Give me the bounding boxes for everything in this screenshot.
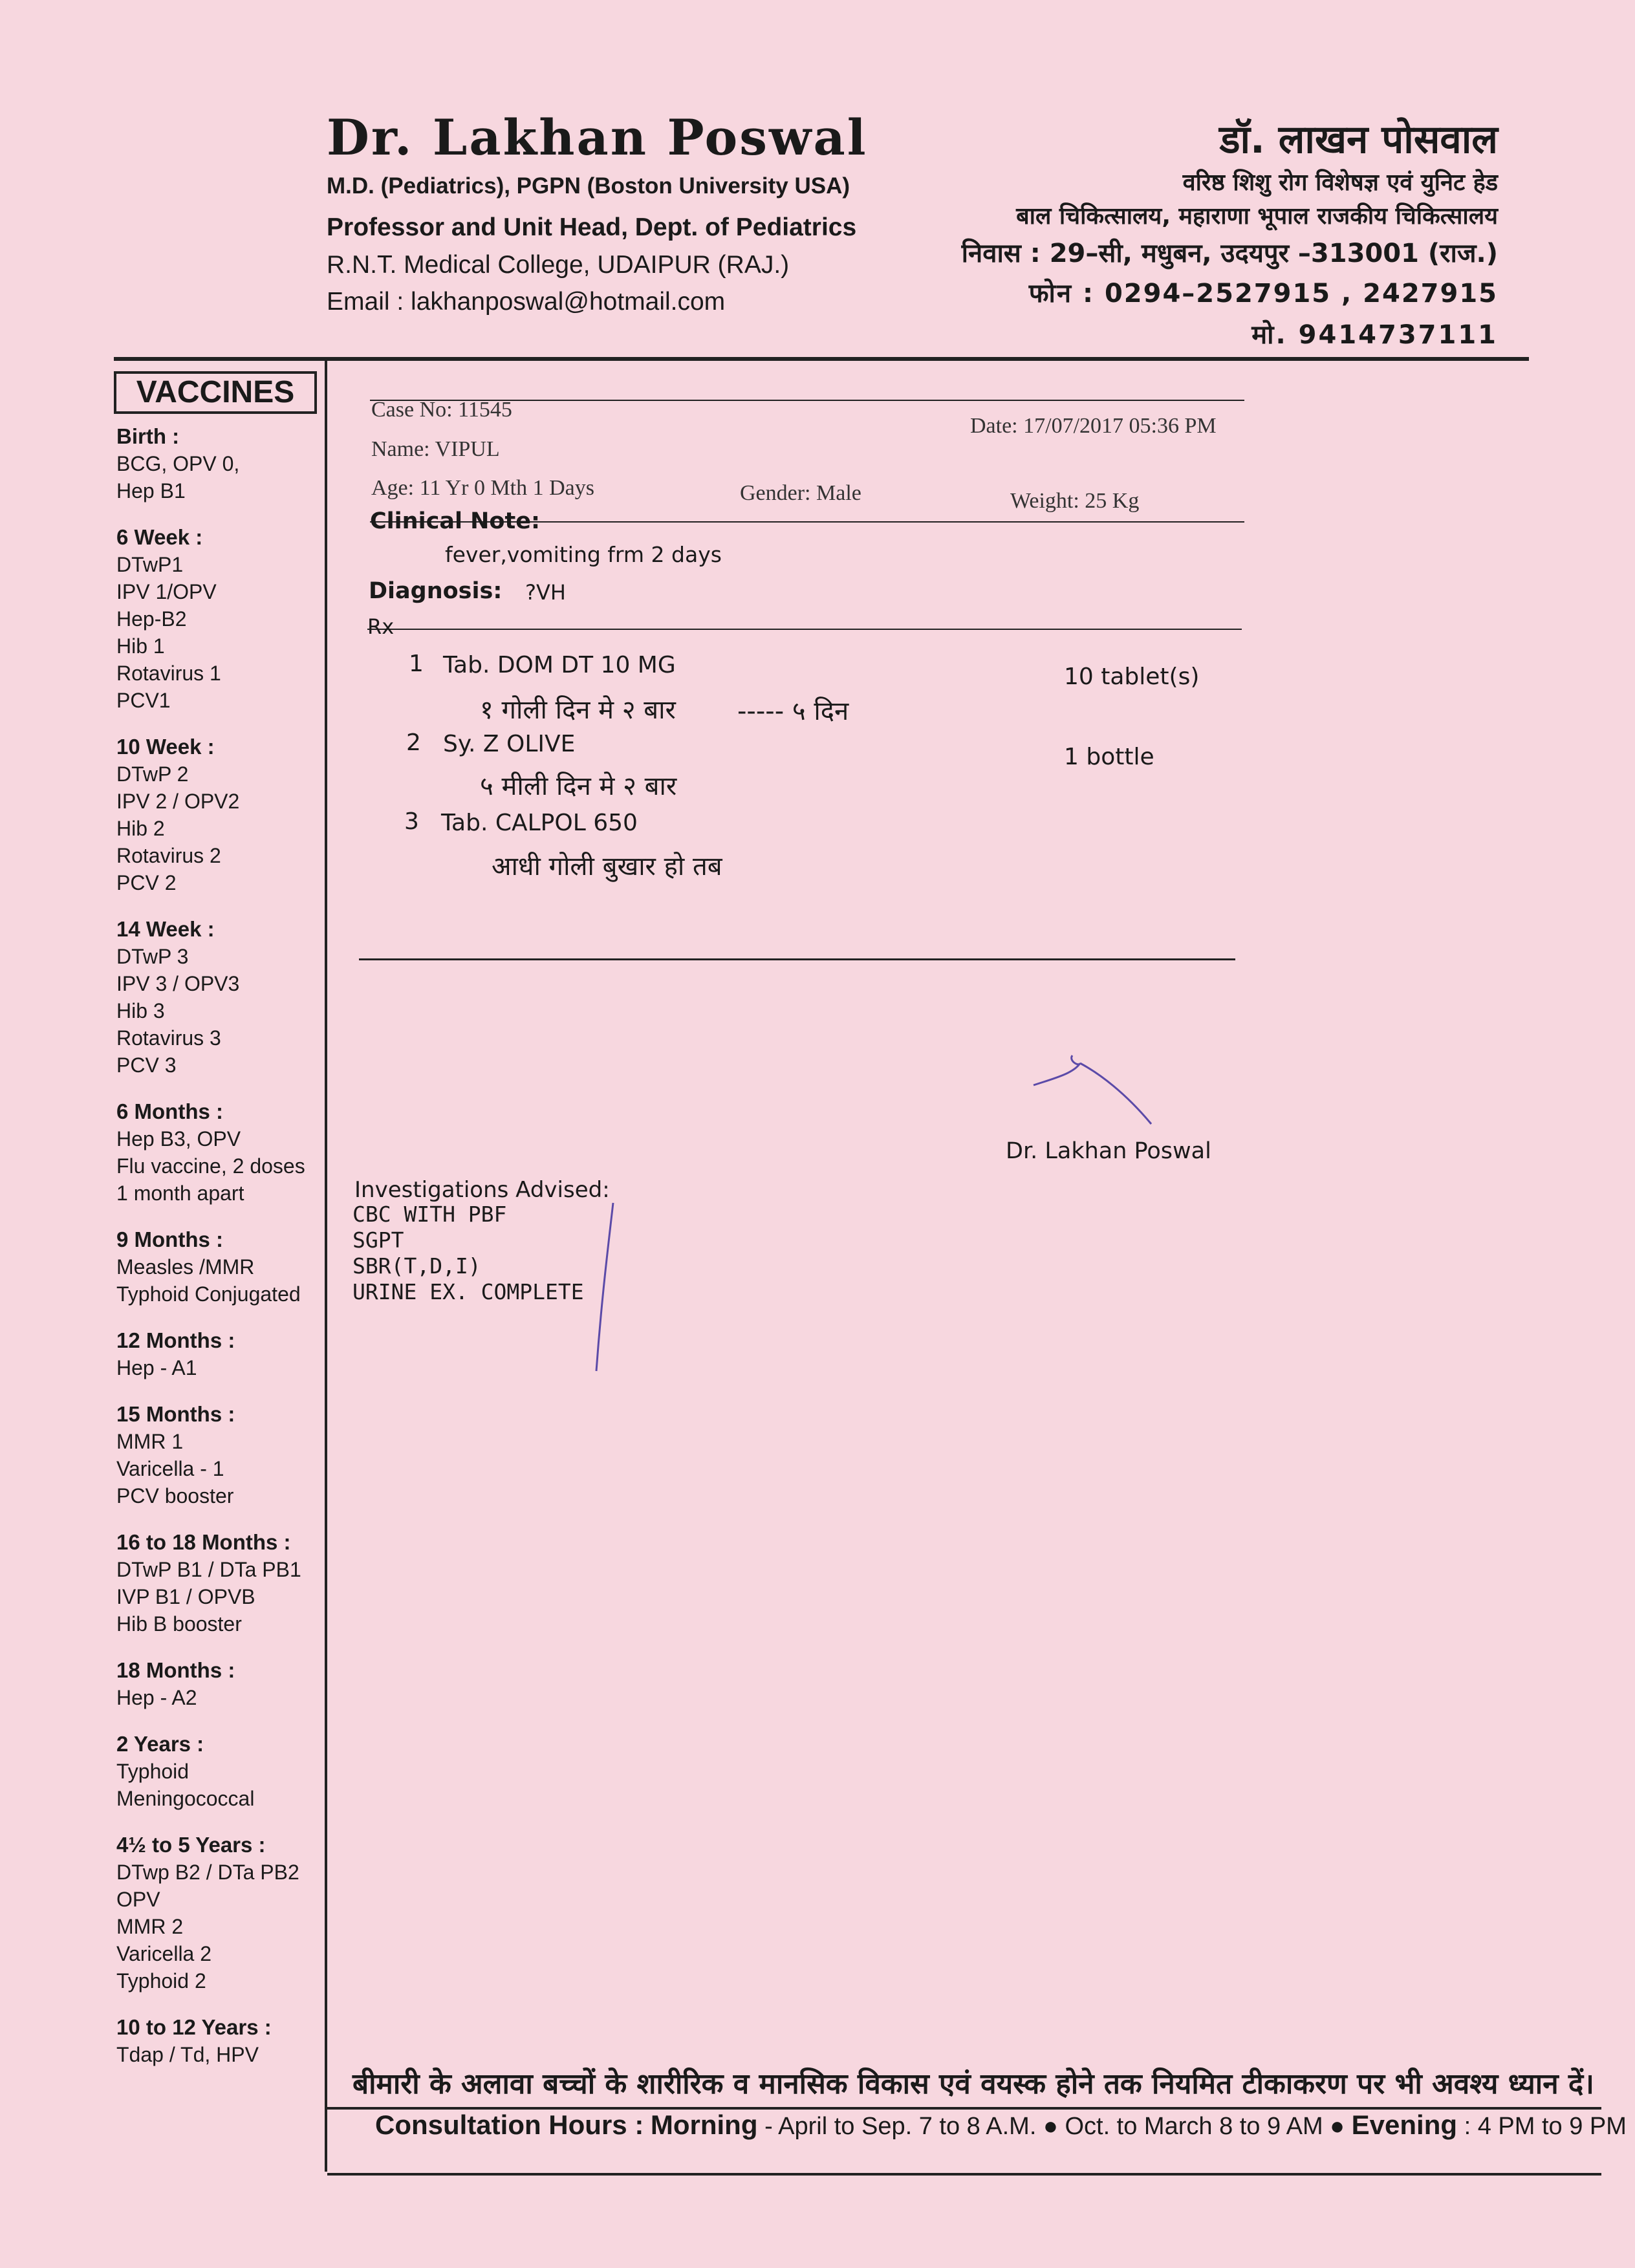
evening-label: Evening (1351, 2110, 1458, 2140)
investigation-item: SGPT (352, 1227, 404, 1253)
medicine-2-instruction: ५ मीली दिन मे २ बार (480, 772, 677, 801)
doctor-qualification: M.D. (Pediatrics), PGPN (Boston University USA) (327, 173, 850, 199)
consultation-hours (375, 2110, 1627, 2141)
vaccine-item: OPV (116, 1888, 160, 1911)
signature-mark (1022, 1048, 1171, 1132)
vaccine-group (116, 916, 323, 1079)
vaccine-item: Varicella - 1 (116, 1457, 224, 1480)
vaccine-item: Hep - A1 (116, 1356, 197, 1379)
vaccine-item: Rotavirus 3 (116, 1026, 221, 1050)
vaccine-item: MMR 2 (116, 1915, 184, 1938)
morning-hours: - April to Sep. 7 to 8 A.M. ● Oct. to March 8 to 9 AM ● (764, 2113, 1345, 2140)
vaccine-item: Hib 3 (116, 999, 165, 1022)
vaccine-group (116, 524, 323, 714)
vaccine-item: Tdap / Td, HPV (116, 2043, 259, 2066)
vaccine-group (116, 2014, 323, 2068)
vaccine-group (116, 1831, 323, 1994)
vaccine-item: Typhoid (116, 1760, 189, 1783)
vaccine-item: Typhoid Conjugated (116, 1282, 301, 1306)
vaccine-group-heading: 15 Months : (116, 1402, 235, 1426)
mobile-hi: मो. 9414737111 (1251, 320, 1498, 350)
vaccine-item: PCV 3 (116, 1053, 177, 1077)
visit-date: Date: 17/07/2017 05:36 PM (970, 414, 1217, 438)
vaccines-title: VACCINES (114, 371, 317, 414)
morning-label: Morning (650, 2110, 758, 2140)
diagnosis-value: ?VH (525, 580, 566, 605)
vaccine-group (116, 1731, 323, 1812)
rx-end-rule (359, 958, 1235, 960)
investigation-bracket-mark (582, 1196, 621, 1377)
vaccine-group-heading: Birth : (116, 424, 180, 448)
clinical-note-text: fever,vomiting frm 2 days (445, 542, 722, 567)
investigation-item: CBC WITH PBF (352, 1202, 507, 1227)
vaccine-item: DTwP1 (116, 553, 184, 576)
vaccine-group-heading: 12 Months : (116, 1328, 235, 1352)
vaccine-item: Hib 2 (116, 817, 165, 840)
vaccine-item: Meningococcal (116, 1787, 255, 1810)
vaccine-item: PCV1 (116, 689, 171, 712)
vaccine-item: PCV 2 (116, 871, 177, 894)
vaccine-item: MMR 1 (116, 1430, 184, 1453)
doctor-name-hi: डॉ. लाखन पोसवाल (1219, 117, 1498, 162)
footer-advice-hi: बीमारी के अलावा बच्चों के शारीरिक व मानसिक विकास एवं वयस्क होने तक नियमित टीकाकरण पर भी अवश्य ध्यान दें। (352, 2068, 1594, 2101)
investigations-title: Investigations Advised: (354, 1177, 610, 1203)
vaccine-group-heading: 2 Years : (116, 1732, 204, 1756)
vaccine-item: DTwP 3 (116, 945, 189, 968)
clinical-note-label: Clinical Note: (370, 508, 540, 534)
rx-label: Rx (367, 614, 395, 639)
doctor-name-en: Dr. Lakhan Poswal (327, 109, 868, 166)
vaccine-group-heading: 9 Months : (116, 1227, 223, 1251)
vaccine-item: Hib 1 (116, 634, 165, 658)
vaccine-group (116, 1401, 323, 1509)
vaccine-item: Typhoid 2 (116, 1969, 206, 1993)
medicine-1-duration: ----- ५ दिन (737, 697, 849, 726)
vaccine-item: IPV 1/OPV (116, 580, 217, 603)
hours-label: Consultation Hours : (375, 2110, 644, 2140)
patient-weight: Weight: 25 Kg (1010, 489, 1140, 513)
address-hi: निवास : 29–सी, मधुबन, उदयपुर –313001 (राज.) (961, 239, 1498, 268)
vaccine-group (116, 1529, 323, 1637)
medicine-1-name: Tab. DOM DT 10 MG (443, 652, 676, 678)
medicine-1-instruction: १ गोली दिन मे २ बार (480, 695, 676, 725)
medicine-2-name: Sy. Z OLIVE (443, 731, 576, 757)
vaccine-group (116, 1098, 323, 1207)
patient-gender: Gender: Male (740, 481, 861, 505)
hospital-hi: बाल चिकित्सालय, महाराणा भूपाल राजकीय चिकित्सालय (1016, 203, 1498, 230)
vaccine-item: DTwP B1 / DTa PB1 (116, 1558, 301, 1581)
footer-rule-bottom (327, 2173, 1601, 2176)
vaccine-group (116, 1327, 323, 1381)
vaccine-item: DTwp B2 / DTa PB2 (116, 1861, 299, 1884)
medicine-3-number: 3 (404, 808, 419, 835)
diagnosis-rule (367, 629, 1242, 630)
investigation-item: SBR(T,D,I) (352, 1253, 481, 1279)
evening-hours: : 4 PM to 9 PM (1464, 2113, 1627, 2140)
doctor-email: Email : lakhanposwal@hotmail.com (327, 288, 726, 316)
case-number: Case No: 11545 (371, 398, 512, 422)
medicine-2-number: 2 (406, 729, 421, 756)
medicine-1-number: 1 (409, 651, 424, 677)
vaccine-group-heading: 6 Months : (116, 1099, 223, 1123)
medicine-3-name: Tab. CALPOL 650 (441, 810, 638, 836)
vaccine-item: DTwP 2 (116, 762, 189, 786)
vaccine-item: IPV 2 / OPV2 (116, 790, 240, 813)
vaccine-group-heading: 10 to 12 Years : (116, 2015, 272, 2039)
vaccine-group-heading: 10 Week : (116, 735, 215, 759)
vaccine-group-heading: 4½ to 5 Years : (116, 1833, 266, 1857)
vaccine-group-heading: 14 Week : (116, 917, 215, 941)
medicine-1-quantity: 10 tablet(s) (1064, 664, 1200, 690)
vaccine-item: Flu vaccine, 2 doses (116, 1154, 305, 1178)
doctor-position: Professor and Unit Head, Dept. of Pediatrics (327, 213, 857, 241)
vaccine-schedule (116, 423, 323, 2088)
diagnosis-label: Diagnosis: (369, 578, 503, 604)
vaccine-item: 1 month apart (116, 1182, 244, 1205)
vaccine-group-heading: 6 Week : (116, 525, 203, 549)
vaccine-item: BCG, OPV 0, (116, 452, 240, 475)
vaccine-item: Hep B1 (116, 479, 186, 502)
vaccine-item: Hep - A2 (116, 1686, 197, 1709)
vaccine-group (116, 1657, 323, 1711)
vaccine-group (116, 423, 323, 504)
vaccine-item: Hep B3, OPV (116, 1127, 241, 1150)
vaccine-item: Hib B booster (116, 1612, 242, 1636)
vaccine-item: Hep-B2 (116, 607, 187, 631)
vaccine-item: Measles /MMR (116, 1255, 255, 1279)
vaccine-group (116, 733, 323, 896)
doctor-college: R.N.T. Medical College, UDAIPUR (RAJ.) (327, 251, 790, 279)
vaccine-item: PCV booster (116, 1484, 234, 1507)
patient-age: Age: 11 Yr 0 Mth 1 Days (371, 476, 594, 500)
medicine-2-quantity: 1 bottle (1064, 744, 1154, 770)
vaccine-group (116, 1226, 323, 1308)
vaccine-item: Rotavirus 2 (116, 844, 221, 867)
investigation-item: URINE EX. COMPLETE (352, 1279, 584, 1304)
vaccine-item: IVP B1 / OPVB (116, 1585, 255, 1608)
doctor-title-hi: वरिष्ठ शिशु रोग विशेषज्ञ एवं युनिट हेड (1182, 169, 1498, 196)
vaccine-item: IPV 3 / OPV3 (116, 972, 240, 995)
sidebar-divider (325, 361, 327, 2172)
vaccine-item: Rotavirus 1 (116, 662, 221, 685)
vaccine-group-heading: 18 Months : (116, 1658, 235, 1682)
vaccine-group-heading: 16 to 18 Months : (116, 1530, 291, 1554)
signature-name: Dr. Lakhan Poswal (1006, 1138, 1211, 1164)
patient-name: Name: VIPUL (371, 437, 500, 461)
phone-hi: फोन : 0294–2527915 , 2427915 (1028, 279, 1498, 308)
medicine-3-instruction: आधी गोली बुखार हो तब (492, 852, 722, 881)
vaccine-item: Varicella 2 (116, 1942, 212, 1965)
